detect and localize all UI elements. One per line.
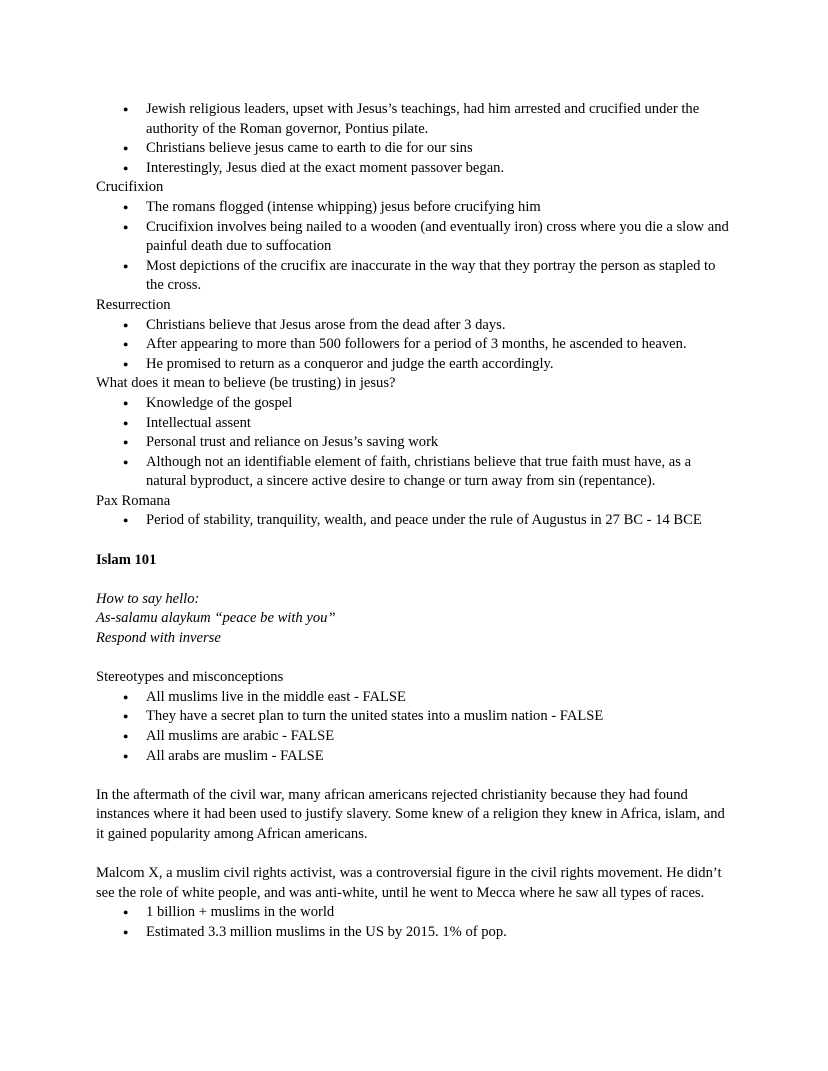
bullet-text: Although not an identifiable element of faith, christians believe that true faith must have, as a natural byproduct, a sincere active desire to change or turn away from sin (repentance).: [146, 453, 692, 490]
bullet-icon: [123, 218, 128, 238]
islam-facts-bullet-list: [96, 903, 732, 942]
resurrection-bullet-list: [96, 316, 732, 375]
bullet-icon: [123, 159, 128, 179]
bullet-icon: [123, 335, 128, 355]
bullet-text: The romans flogged (intense whipping) jesus before crucifying him: [146, 198, 541, 215]
bullet-text: Interestingly, Jesus died at the exact moment passover began.: [146, 159, 505, 176]
bullet-text: All muslims live in the middle east - FALSE: [146, 688, 406, 705]
bullet-icon: [123, 923, 128, 943]
section-heading-stereotypes: Stereotypes and misconceptions: [96, 669, 284, 686]
paragraph-malcom-x: Malcom X, a muslim civil rights activist, was a controversial figure in the civil rights movement. He didn’t see the role of white people, and was anti-white, until he went to Mecca where he saw all types of races.: [96, 865, 722, 901]
blank-line: [96, 570, 732, 590]
bullet-text: They have a secret plan to turn the united states into a muslim nation - FALSE: [146, 708, 604, 725]
bullet-icon: [123, 688, 128, 708]
list-item: [96, 355, 732, 375]
bullet-icon: [123, 198, 128, 218]
bullet-text: 1 billion + muslims in the world: [146, 904, 335, 921]
section-heading-believe: What does it mean to believe (be trusting) in jesus?: [96, 375, 396, 392]
bullet-icon: [123, 355, 128, 375]
bullet-text: He promised to return as a conqueror and judge the earth accordingly.: [146, 355, 554, 372]
blank-line: [96, 649, 732, 669]
bullet-icon: [123, 394, 128, 414]
list-item: [96, 159, 732, 179]
bullet-icon: [123, 453, 128, 473]
list-item: [96, 316, 732, 336]
list-item: [96, 903, 732, 923]
section-heading-crucifixion: Crucifixion: [96, 179, 164, 196]
bullet-text: Jewish religious leaders, upset with Jesus’s teachings, had him arrested and crucified under the authority of the Roman governor, Pontius pilate.: [146, 101, 700, 137]
bullet-text: Period of stability, tranquility, wealth, and peace under the rule of Augustus in 27 BC - 14 BCE: [146, 512, 702, 529]
bullet-text: Crucifixion involves being nailed to a wooden (and eventually iron) cross where you die a slow and painful death due to suffocation: [146, 218, 729, 255]
list-item: [96, 100, 732, 139]
stereotypes-bullet-list: [96, 688, 732, 766]
list-item: [96, 727, 732, 747]
blank-line: [96, 845, 732, 865]
section-heading-resurrection: Resurrection: [96, 296, 171, 313]
bullet-icon: [123, 316, 128, 336]
list-item: [96, 198, 732, 218]
greeting-line: Respond with inverse: [96, 630, 221, 647]
list-item: [96, 257, 732, 296]
list-item: [96, 923, 732, 943]
list-item: [96, 414, 732, 434]
bullet-text: Knowledge of the gospel: [146, 394, 293, 411]
bullet-text: All muslims are arabic - FALSE: [146, 728, 335, 744]
blank-line: [96, 531, 732, 551]
bullet-icon: [123, 903, 128, 923]
bullet-text: Christians believe jesus came to earth to die for our sins: [146, 140, 473, 157]
list-item: [96, 218, 732, 257]
bullet-icon: [123, 414, 128, 434]
bullet-icon: [123, 511, 128, 531]
bullet-text: All arabs are muslim - FALSE: [146, 747, 324, 764]
list-item: [96, 707, 732, 727]
bullet-icon: [123, 707, 128, 727]
bullet-text: Estimated 3.3 million muslims in the US by 2015. 1% of pop.: [146, 923, 507, 940]
list-item: [96, 433, 732, 453]
list-item: [96, 139, 732, 159]
bullet-icon: [123, 747, 128, 767]
list-item: [96, 688, 732, 708]
list-item: [96, 511, 732, 531]
section-heading-islam-101: Islam 101: [96, 551, 157, 568]
bullet-text: Christians believe that Jesus arose from the dead after 3 days.: [146, 316, 506, 333]
intro-bullet-list: [96, 100, 732, 178]
bullet-icon: [123, 433, 128, 453]
bullet-icon: [123, 257, 128, 277]
paragraph-civil-war: In the aftermath of the civil war, many african americans rejected christianity because they had found instances where it had been used to justify slavery. Some knew of a religion they knew in Africa, islam, and it gained popularity among African americans.: [96, 786, 725, 842]
list-item: [96, 394, 732, 414]
list-item: [96, 747, 732, 767]
bullet-text: Most depictions of the crucifix are inaccurate in the way that they portray the person as stapled to the cross.: [146, 257, 716, 294]
greeting-line: How to say hello:: [96, 590, 200, 607]
blank-line: [96, 766, 732, 786]
bullet-icon: [123, 139, 128, 159]
bullet-icon: [123, 100, 128, 120]
bullet-icon: [123, 727, 128, 747]
greeting-line: As-salamu alaykum “peace be with you”: [96, 610, 336, 627]
crucifixion-bullet-list: [96, 198, 732, 296]
pax-romana-bullet-list: [96, 511, 732, 531]
list-item: [96, 335, 732, 355]
believe-bullet-list: [96, 394, 732, 492]
bullet-text: Personal trust and reliance on Jesus’s saving work: [146, 434, 439, 451]
bullet-text: Intellectual assent: [146, 414, 251, 431]
bullet-text: After appearing to more than 500 followers for a period of 3 months, he ascended to heaven.: [146, 336, 687, 353]
section-heading-pax-romana: Pax Romana: [96, 492, 171, 509]
list-item: [96, 453, 732, 492]
